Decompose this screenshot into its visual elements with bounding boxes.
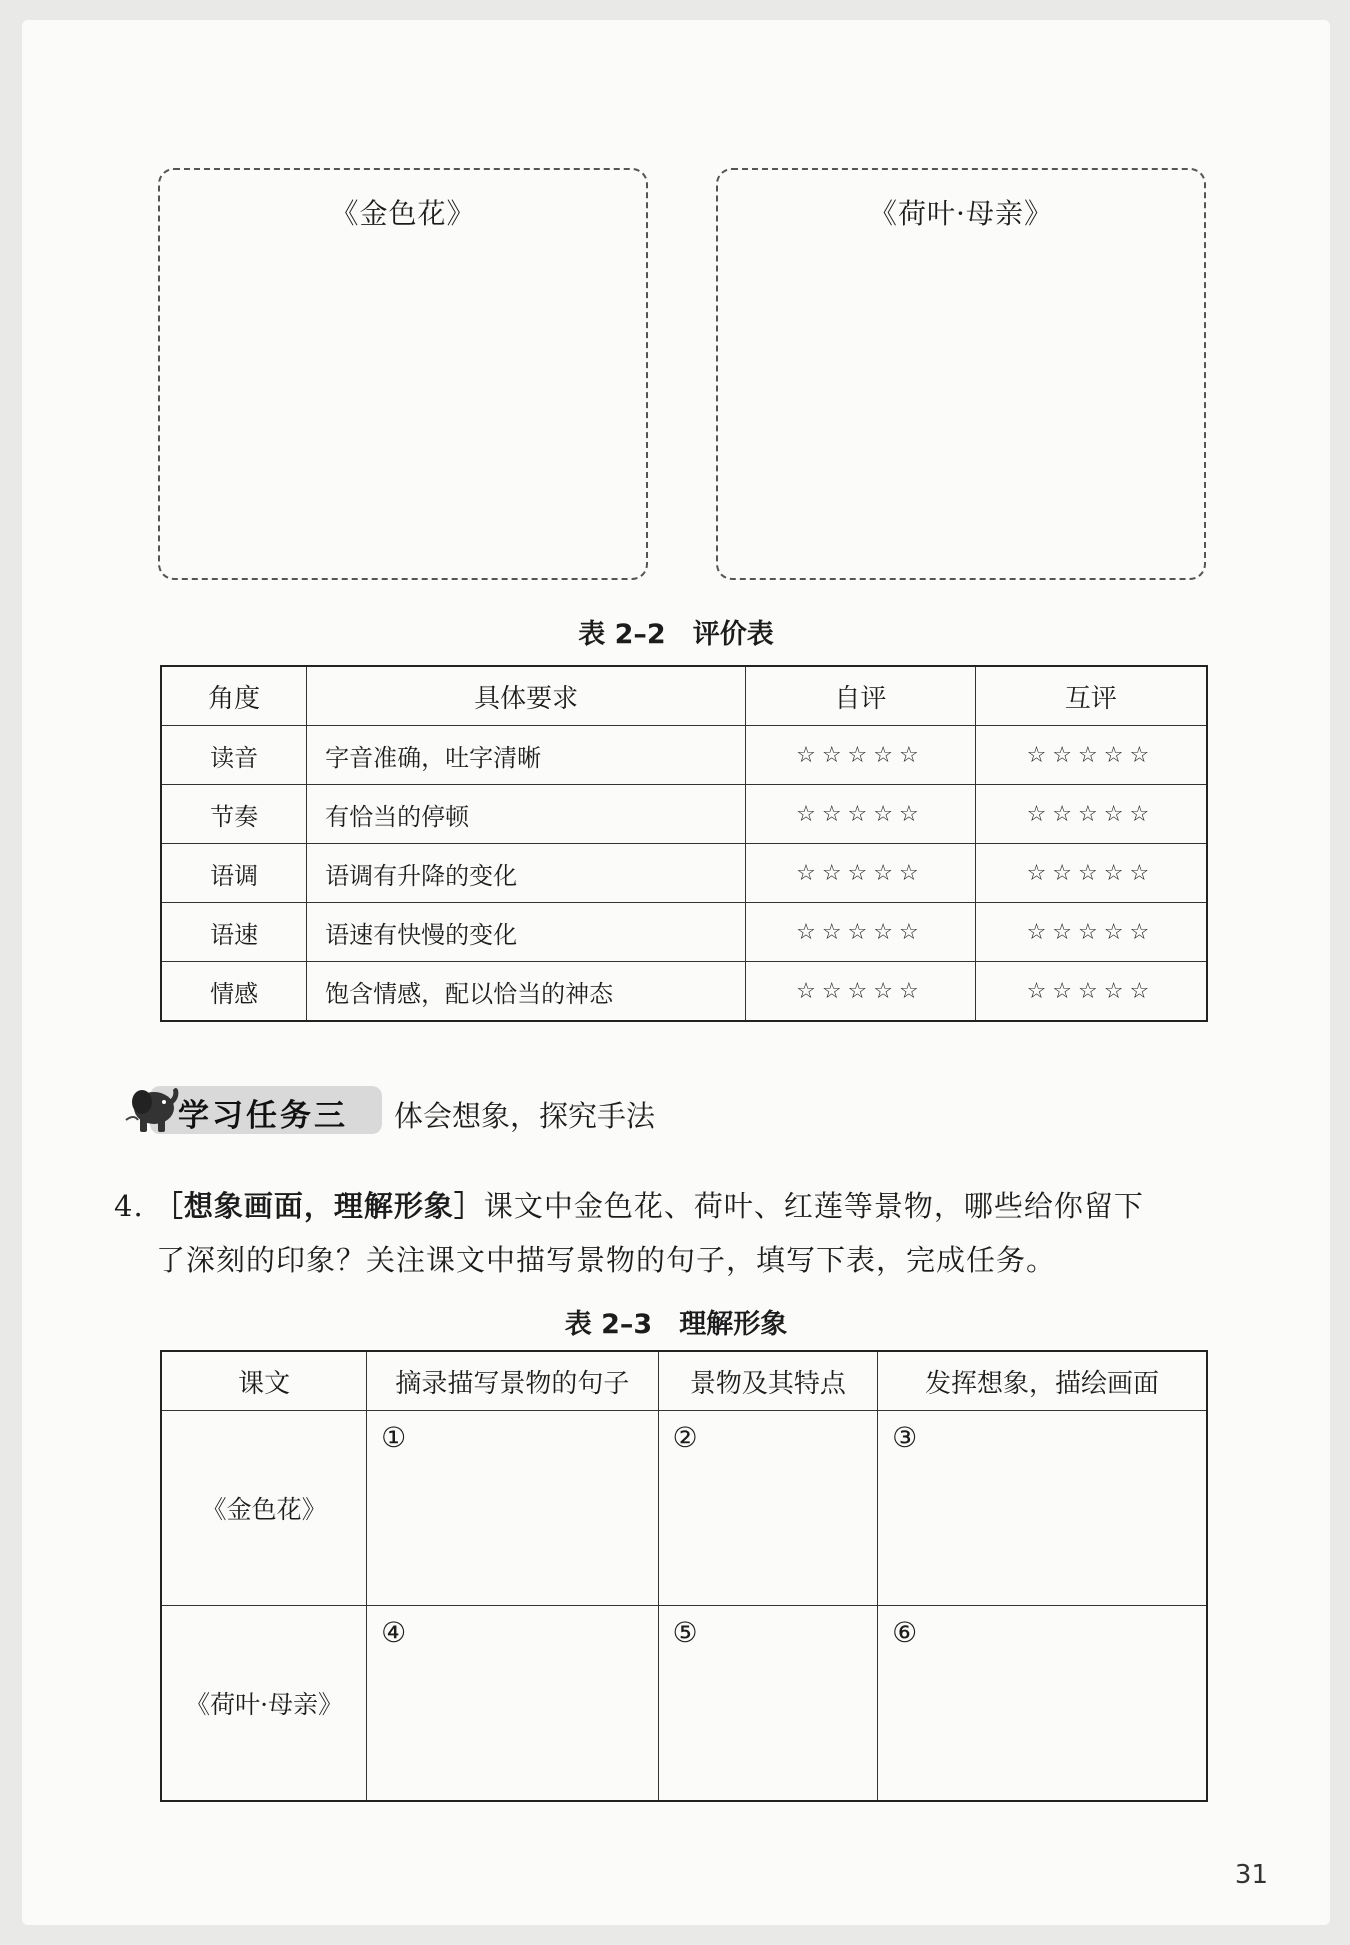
header-requirement: 具体要求 — [307, 666, 746, 726]
question-text: 课文中金色花、荷叶、红莲等景物，哪些给你留下 — [483, 1189, 1144, 1223]
self-rating-stars[interactable]: ☆☆☆☆☆ — [746, 903, 976, 962]
table-header-row — [161, 666, 1207, 726]
header-excerpt: 摘录描写景物的句子 — [367, 1351, 658, 1411]
answer-number: ⑥ — [892, 1616, 918, 1649]
question-line-1 — [114, 1184, 1144, 1225]
peer-rating-stars[interactable]: ☆☆☆☆☆ — [975, 844, 1207, 903]
header-imagine-describe: 发挥想象，描绘画面 — [878, 1351, 1207, 1411]
table-2-2-caption: 表 2–2 评价表 — [578, 619, 774, 650]
answer-cell[interactable] — [367, 1411, 658, 1606]
peer-rating-stars[interactable]: ☆☆☆☆☆ — [975, 726, 1207, 785]
requirement-cell: 有恰当的停顿 — [307, 785, 746, 844]
answer-number: ② — [672, 1421, 698, 1454]
header-scenery-features: 景物及其特点 — [658, 1351, 878, 1411]
table-row — [161, 844, 1207, 903]
answer-cell[interactable] — [658, 1606, 878, 1802]
image-understanding-table — [160, 1350, 1208, 1802]
question-number: 4. — [114, 1189, 144, 1223]
elephant-icon — [120, 1080, 184, 1138]
answer-number: ⑤ — [672, 1616, 698, 1649]
answer-cell[interactable] — [878, 1606, 1207, 1802]
answer-cell[interactable] — [878, 1411, 1207, 1606]
lesson-cell: 《荷叶·母亲》 — [161, 1606, 367, 1802]
answer-cell[interactable] — [367, 1606, 658, 1802]
answer-number: ④ — [381, 1616, 407, 1649]
peer-rating-stars[interactable]: ☆☆☆☆☆ — [975, 903, 1207, 962]
requirement-cell: 饱含情感，配以恰当的神态 — [307, 962, 746, 1022]
table-row — [161, 785, 1207, 844]
peer-rating-stars[interactable]: ☆☆☆☆☆ — [975, 785, 1207, 844]
evaluation-table — [160, 665, 1208, 1022]
task-title: 体会想象，探究手法 — [394, 1099, 656, 1133]
workbook-page — [22, 20, 1330, 1925]
answer-cell[interactable] — [658, 1411, 878, 1606]
angle-cell: 情感 — [161, 962, 307, 1022]
lesson-cell: 《金色花》 — [161, 1411, 367, 1606]
table-row — [161, 1606, 1207, 1802]
table-header-row — [161, 1351, 1207, 1411]
table-row — [161, 962, 1207, 1022]
question-line-2: 了深刻的印象？关注课文中描写景物的句子，填写下表，完成任务。 — [156, 1243, 1057, 1277]
header-lesson: 课文 — [161, 1351, 367, 1411]
self-rating-stars[interactable]: ☆☆☆☆☆ — [746, 962, 976, 1022]
table-row — [161, 726, 1207, 785]
table-row — [161, 903, 1207, 962]
frame-title: 《荷叶·母亲》 — [869, 197, 1053, 230]
header-angle: 角度 — [161, 666, 307, 726]
requirement-cell: 语速有快慢的变化 — [307, 903, 746, 962]
question-tag: ［想象画面，理解形象］ — [153, 1189, 484, 1223]
self-rating-stars[interactable]: ☆☆☆☆☆ — [746, 726, 976, 785]
page-number: 31 — [1234, 1860, 1268, 1890]
requirement-cell: 语调有升降的变化 — [307, 844, 746, 903]
table-row — [161, 1411, 1207, 1606]
answer-number: ③ — [892, 1421, 918, 1454]
requirement-cell: 字音准确，吐字清晰 — [307, 726, 746, 785]
header-self-evaluation: 自评 — [746, 666, 976, 726]
angle-cell: 节奏 — [161, 785, 307, 844]
self-rating-stars[interactable]: ☆☆☆☆☆ — [746, 844, 976, 903]
drawing-frame-lotus-leaf-mother — [716, 168, 1206, 580]
self-rating-stars[interactable]: ☆☆☆☆☆ — [746, 785, 976, 844]
angle-cell: 语调 — [161, 844, 307, 903]
angle-cell: 读音 — [161, 726, 307, 785]
answer-number: ① — [381, 1421, 407, 1454]
angle-cell: 语速 — [161, 903, 307, 962]
table-2-3-caption: 表 2–3 理解形象 — [564, 1309, 788, 1340]
drawing-frame-golden-flower — [158, 168, 648, 580]
badge-label: 学习任务三 — [178, 1098, 348, 1134]
peer-rating-stars[interactable]: ☆☆☆☆☆ — [975, 962, 1207, 1022]
header-peer-evaluation: 互评 — [975, 666, 1207, 726]
frame-title: 《金色花》 — [330, 197, 476, 230]
learning-task-badge — [120, 1080, 382, 1136]
